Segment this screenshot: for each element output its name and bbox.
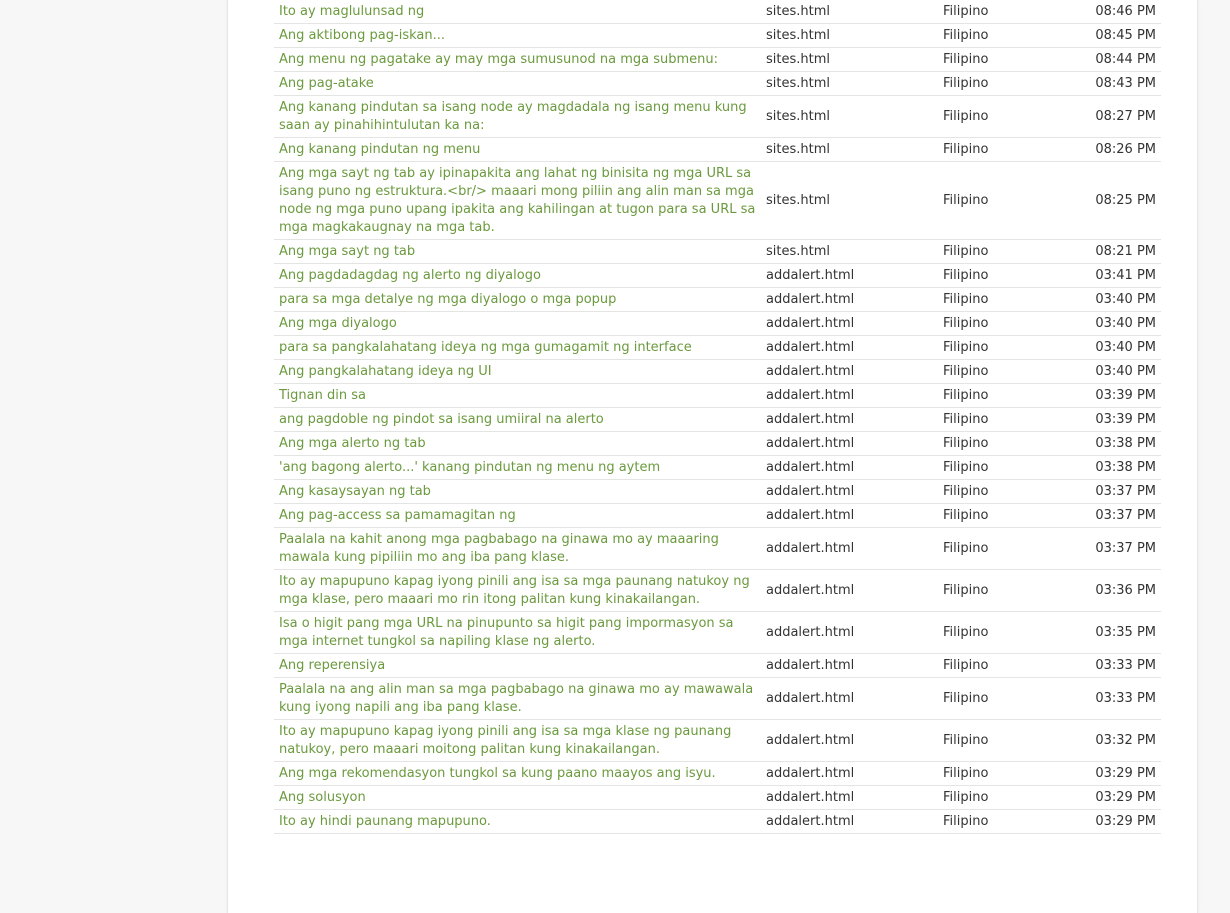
time-cell: 03:37 PM: [1048, 480, 1161, 504]
time-cell: 08:46 PM: [1048, 0, 1161, 24]
table-row: [274, 762, 1161, 786]
file-cell: sites.html: [761, 240, 938, 264]
string-link[interactable]: Isa o higit pang mga URL na pinupunto sa higit pang impormasyon sa mga internet tungkol sa napiling klase ng alerto.: [279, 616, 734, 649]
table-row: [274, 162, 1161, 240]
table-row: [274, 288, 1161, 312]
language-cell: Filipino: [938, 240, 1048, 264]
time-cell: 03:40 PM: [1048, 288, 1161, 312]
file-cell: addalert.html: [761, 336, 938, 360]
time-cell: 03:35 PM: [1048, 612, 1161, 654]
table-row: [274, 570, 1161, 612]
table-row: [274, 264, 1161, 288]
file-cell: addalert.html: [761, 456, 938, 480]
table-row: [274, 336, 1161, 360]
language-cell: Filipino: [938, 288, 1048, 312]
string-link[interactable]: Ang solusyon: [279, 790, 366, 805]
language-cell: Filipino: [938, 720, 1048, 762]
table-row: [274, 612, 1161, 654]
file-cell: addalert.html: [761, 480, 938, 504]
string-cell: [274, 456, 761, 480]
string-link[interactable]: para sa mga detalye ng mga diyalogo o mga popup: [279, 292, 617, 307]
string-cell: [274, 24, 761, 48]
time-cell: 03:38 PM: [1048, 432, 1161, 456]
language-cell: Filipino: [938, 24, 1048, 48]
time-cell: 08:43 PM: [1048, 72, 1161, 96]
table-row: [274, 810, 1161, 834]
language-cell: Filipino: [938, 456, 1048, 480]
string-link[interactable]: Ito ay mapupuno kapag iyong pinili ang isa sa mga paunang natukoy ng mga klase, pero maaari mo rin itong palitan kung kinakailangan.: [279, 574, 750, 607]
string-link[interactable]: Ang mga rekomendasyon tungkol sa kung paano maayos ang isyu.: [279, 766, 716, 781]
table-row: [274, 138, 1161, 162]
string-link[interactable]: Ang reperensiya: [279, 658, 386, 673]
file-cell: addalert.html: [761, 720, 938, 762]
language-cell: Filipino: [938, 408, 1048, 432]
language-cell: Filipino: [938, 612, 1048, 654]
string-link[interactable]: Paalala na kahit anong mga pagbabago na ginawa mo ay maaaring mawala kung pipiliin mo ang iba pang klase.: [279, 532, 719, 565]
language-cell: Filipino: [938, 336, 1048, 360]
string-cell: [274, 264, 761, 288]
string-cell: [274, 432, 761, 456]
string-link[interactable]: Ang pag-atake: [279, 76, 374, 91]
string-cell: [274, 612, 761, 654]
table-row: [274, 24, 1161, 48]
time-cell: 08:25 PM: [1048, 162, 1161, 240]
file-cell: sites.html: [761, 48, 938, 72]
file-cell: addalert.html: [761, 678, 938, 720]
string-link[interactable]: Ang kanang pindutan ng menu: [279, 142, 481, 157]
language-cell: Filipino: [938, 528, 1048, 570]
table-row: [274, 72, 1161, 96]
language-cell: Filipino: [938, 48, 1048, 72]
language-cell: Filipino: [938, 654, 1048, 678]
language-cell: Filipino: [938, 138, 1048, 162]
string-cell: [274, 408, 761, 432]
file-cell: sites.html: [761, 0, 938, 24]
string-cell: [274, 384, 761, 408]
string-link[interactable]: ang pagdoble ng pindot sa isang umiiral na alerto: [279, 412, 604, 427]
string-link[interactable]: Ang kanang pindutan sa isang node ay magdadala ng isang menu kung saan ay pinahihintulutan ka na:: [279, 100, 747, 133]
table-row: [274, 0, 1161, 24]
time-cell: 03:29 PM: [1048, 762, 1161, 786]
time-cell: 08:27 PM: [1048, 96, 1161, 138]
file-cell: addalert.html: [761, 312, 938, 336]
table-row: [274, 456, 1161, 480]
string-link[interactable]: Ang mga sayt ng tab ay ipinapakita ang lahat ng binisita ng mga URL sa isang puno ng estruktura.<br/> maaari mong piliin ang alin man sa mga node ng mga puno upang ipakita ang kahilingan at tugon para sa URL sa mga magkakaugnay na mga tab.: [279, 166, 756, 235]
string-link[interactable]: Ito ay maglulunsad ng: [279, 4, 425, 19]
string-link[interactable]: Ang kasaysayan ng tab: [279, 484, 431, 499]
language-cell: Filipino: [938, 360, 1048, 384]
file-cell: sites.html: [761, 96, 938, 138]
string-link[interactable]: para sa pangkalahatang ideya ng mga gumagamit ng interface: [279, 340, 692, 355]
table-row: [274, 360, 1161, 384]
time-cell: 03:40 PM: [1048, 312, 1161, 336]
language-cell: Filipino: [938, 432, 1048, 456]
string-cell: [274, 528, 761, 570]
file-cell: addalert.html: [761, 810, 938, 834]
string-cell: [274, 480, 761, 504]
string-link[interactable]: Ang menu ng pagatake ay may mga sumusunod na mga submenu:: [279, 52, 719, 67]
string-link[interactable]: 'ang bagong alerto...' kanang pindutan ng menu ng aytem: [279, 460, 661, 475]
table-body: [274, 0, 1161, 834]
string-cell: [274, 288, 761, 312]
file-cell: sites.html: [761, 138, 938, 162]
time-cell: 08:21 PM: [1048, 240, 1161, 264]
file-cell: sites.html: [761, 24, 938, 48]
string-cell: [274, 138, 761, 162]
table-row: [274, 480, 1161, 504]
time-cell: 08:45 PM: [1048, 24, 1161, 48]
translation-activity-table: [274, 0, 1161, 834]
time-cell: 08:26 PM: [1048, 138, 1161, 162]
file-cell: addalert.html: [761, 762, 938, 786]
language-cell: Filipino: [938, 504, 1048, 528]
language-cell: Filipino: [938, 570, 1048, 612]
language-cell: Filipino: [938, 162, 1048, 240]
time-cell: 08:44 PM: [1048, 48, 1161, 72]
string-link[interactable]: Ang pag-access sa pamamagitan ng: [279, 508, 516, 523]
string-link[interactable]: Ang mga sayt ng tab: [279, 244, 416, 259]
table-row: [274, 408, 1161, 432]
file-cell: addalert.html: [761, 612, 938, 654]
time-cell: 03:41 PM: [1048, 264, 1161, 288]
time-cell: 03:33 PM: [1048, 654, 1161, 678]
string-cell: [274, 162, 761, 240]
time-cell: 03:37 PM: [1048, 504, 1161, 528]
language-cell: Filipino: [938, 312, 1048, 336]
table-row: [274, 432, 1161, 456]
file-cell: addalert.html: [761, 654, 938, 678]
activity-panel: [227, 0, 1198, 913]
string-link[interactable]: Ang pagdadagdag ng alerto ng diyalogo: [279, 268, 541, 283]
string-cell: [274, 654, 761, 678]
time-cell: 03:39 PM: [1048, 384, 1161, 408]
table-row: [274, 384, 1161, 408]
table-row: [274, 504, 1161, 528]
file-cell: addalert.html: [761, 432, 938, 456]
string-link[interactable]: Ito ay hindi paunang mapupuno.: [279, 814, 491, 829]
language-cell: Filipino: [938, 0, 1048, 24]
string-link[interactable]: Ito ay mapupuno kapag iyong pinili ang isa sa mga klase ng paunang natukoy, pero maaari moitong palitan kung kinakailangan.: [279, 724, 732, 757]
string-cell: [274, 72, 761, 96]
file-cell: addalert.html: [761, 264, 938, 288]
file-cell: sites.html: [761, 72, 938, 96]
string-cell: [274, 336, 761, 360]
time-cell: 03:36 PM: [1048, 570, 1161, 612]
file-cell: addalert.html: [761, 786, 938, 810]
language-cell: Filipino: [938, 678, 1048, 720]
table-row: [274, 786, 1161, 810]
file-cell: addalert.html: [761, 408, 938, 432]
string-cell: [274, 48, 761, 72]
string-cell: [274, 504, 761, 528]
string-cell: [274, 720, 761, 762]
string-cell: [274, 570, 761, 612]
file-cell: addalert.html: [761, 528, 938, 570]
string-cell: [274, 786, 761, 810]
string-link[interactable]: Tignan din sa: [279, 388, 366, 403]
language-cell: Filipino: [938, 810, 1048, 834]
string-cell: [274, 762, 761, 786]
string-cell: [274, 96, 761, 138]
table-row: [274, 720, 1161, 762]
table-row: [274, 654, 1161, 678]
string-cell: [274, 240, 761, 264]
string-link[interactable]: Ang aktibong pag-iskan...: [279, 28, 445, 43]
string-cell: [274, 0, 761, 24]
string-cell: [274, 312, 761, 336]
language-cell: Filipino: [938, 384, 1048, 408]
time-cell: 03:29 PM: [1048, 810, 1161, 834]
table-row: [274, 678, 1161, 720]
language-cell: Filipino: [938, 480, 1048, 504]
time-cell: 03:40 PM: [1048, 336, 1161, 360]
file-cell: addalert.html: [761, 288, 938, 312]
time-cell: 03:33 PM: [1048, 678, 1161, 720]
string-cell: [274, 360, 761, 384]
language-cell: Filipino: [938, 96, 1048, 138]
language-cell: Filipino: [938, 72, 1048, 96]
file-cell: sites.html: [761, 162, 938, 240]
table-row: [274, 528, 1161, 570]
string-link[interactable]: Ang mga diyalogo: [279, 316, 397, 331]
string-cell: [274, 810, 761, 834]
time-cell: 03:39 PM: [1048, 408, 1161, 432]
language-cell: Filipino: [938, 762, 1048, 786]
file-cell: addalert.html: [761, 504, 938, 528]
table-row: [274, 240, 1161, 264]
time-cell: 03:37 PM: [1048, 528, 1161, 570]
language-cell: Filipino: [938, 786, 1048, 810]
time-cell: 03:40 PM: [1048, 360, 1161, 384]
file-cell: addalert.html: [761, 570, 938, 612]
string-link[interactable]: Ang pangkalahatang ideya ng UI: [279, 364, 492, 379]
time-cell: 03:29 PM: [1048, 786, 1161, 810]
file-cell: addalert.html: [761, 384, 938, 408]
string-cell: [274, 678, 761, 720]
string-link[interactable]: Paalala na ang alin man sa mga pagbabago na ginawa mo ay mawawala kung iyong napili ang iba pang klase.: [279, 682, 754, 715]
table-row: [274, 96, 1161, 138]
table-row: [274, 48, 1161, 72]
time-cell: 03:38 PM: [1048, 456, 1161, 480]
language-cell: Filipino: [938, 264, 1048, 288]
table-row: [274, 312, 1161, 336]
file-cell: addalert.html: [761, 360, 938, 384]
string-link[interactable]: Ang mga alerto ng tab: [279, 436, 426, 451]
time-cell: 03:32 PM: [1048, 720, 1161, 762]
